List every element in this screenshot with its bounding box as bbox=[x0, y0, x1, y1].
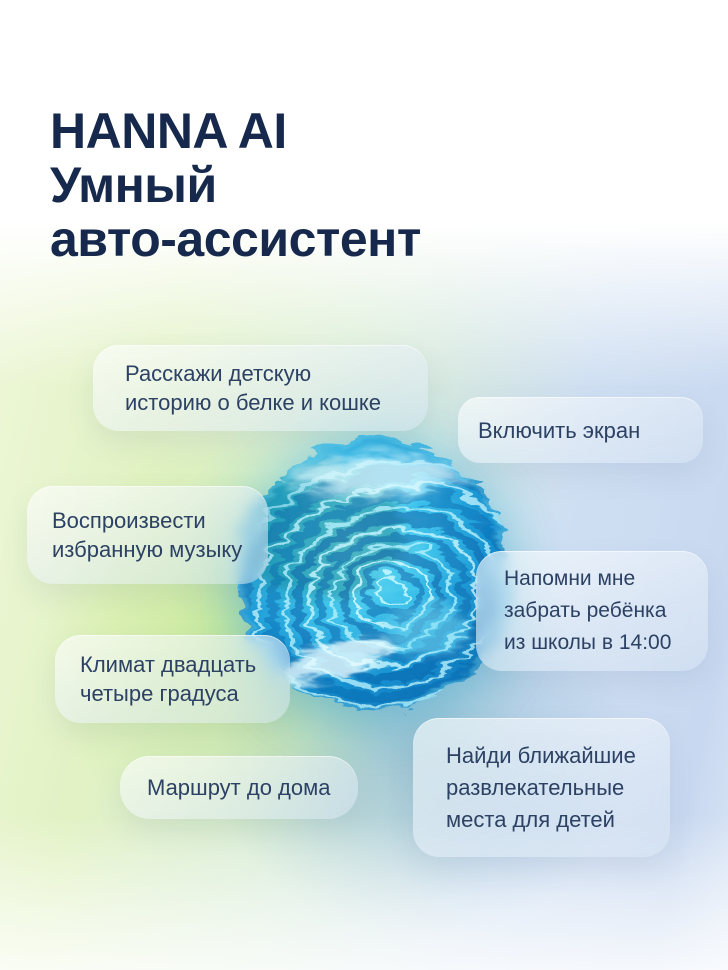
page-title bbox=[50, 104, 570, 266]
chip-line: избранную музыку bbox=[52, 537, 243, 562]
subtitle-line-2: авто-ассистент bbox=[50, 210, 421, 267]
chip-line: Найди ближайшие bbox=[446, 742, 636, 768]
command-chip-climate[interactable] bbox=[55, 635, 290, 723]
chip-line: четыре градуса bbox=[80, 681, 239, 706]
chip-line: Климат двадцать bbox=[80, 652, 257, 677]
subtitle-line-1: Умный bbox=[50, 156, 217, 213]
command-chip-find-places[interactable] bbox=[413, 718, 670, 857]
chip-line: Напомни мне bbox=[504, 567, 636, 590]
command-chip-turn-on-screen[interactable] bbox=[458, 397, 703, 463]
command-chip-route-home[interactable] bbox=[120, 756, 358, 819]
chip-line: Маршрут до дома bbox=[147, 775, 331, 800]
chip-line: Воспроизвести bbox=[52, 508, 206, 533]
chip-line: историю о белке и кошке bbox=[125, 390, 382, 415]
chip-line: места для детей bbox=[446, 806, 615, 832]
command-chip-tell-story[interactable] bbox=[93, 345, 428, 431]
command-chip-reminder[interactable] bbox=[476, 551, 708, 671]
chip-line: развлекательные bbox=[446, 774, 625, 800]
chip-line: из школы в 14:00 bbox=[504, 631, 672, 654]
chip-line: забрать ребёнка bbox=[504, 599, 667, 622]
chip-line: Включить экран bbox=[478, 417, 641, 443]
brand-name: HANNA AI bbox=[50, 102, 287, 159]
command-chip-play-music[interactable] bbox=[27, 486, 268, 584]
chip-line: Расскажи детскую bbox=[125, 361, 312, 386]
